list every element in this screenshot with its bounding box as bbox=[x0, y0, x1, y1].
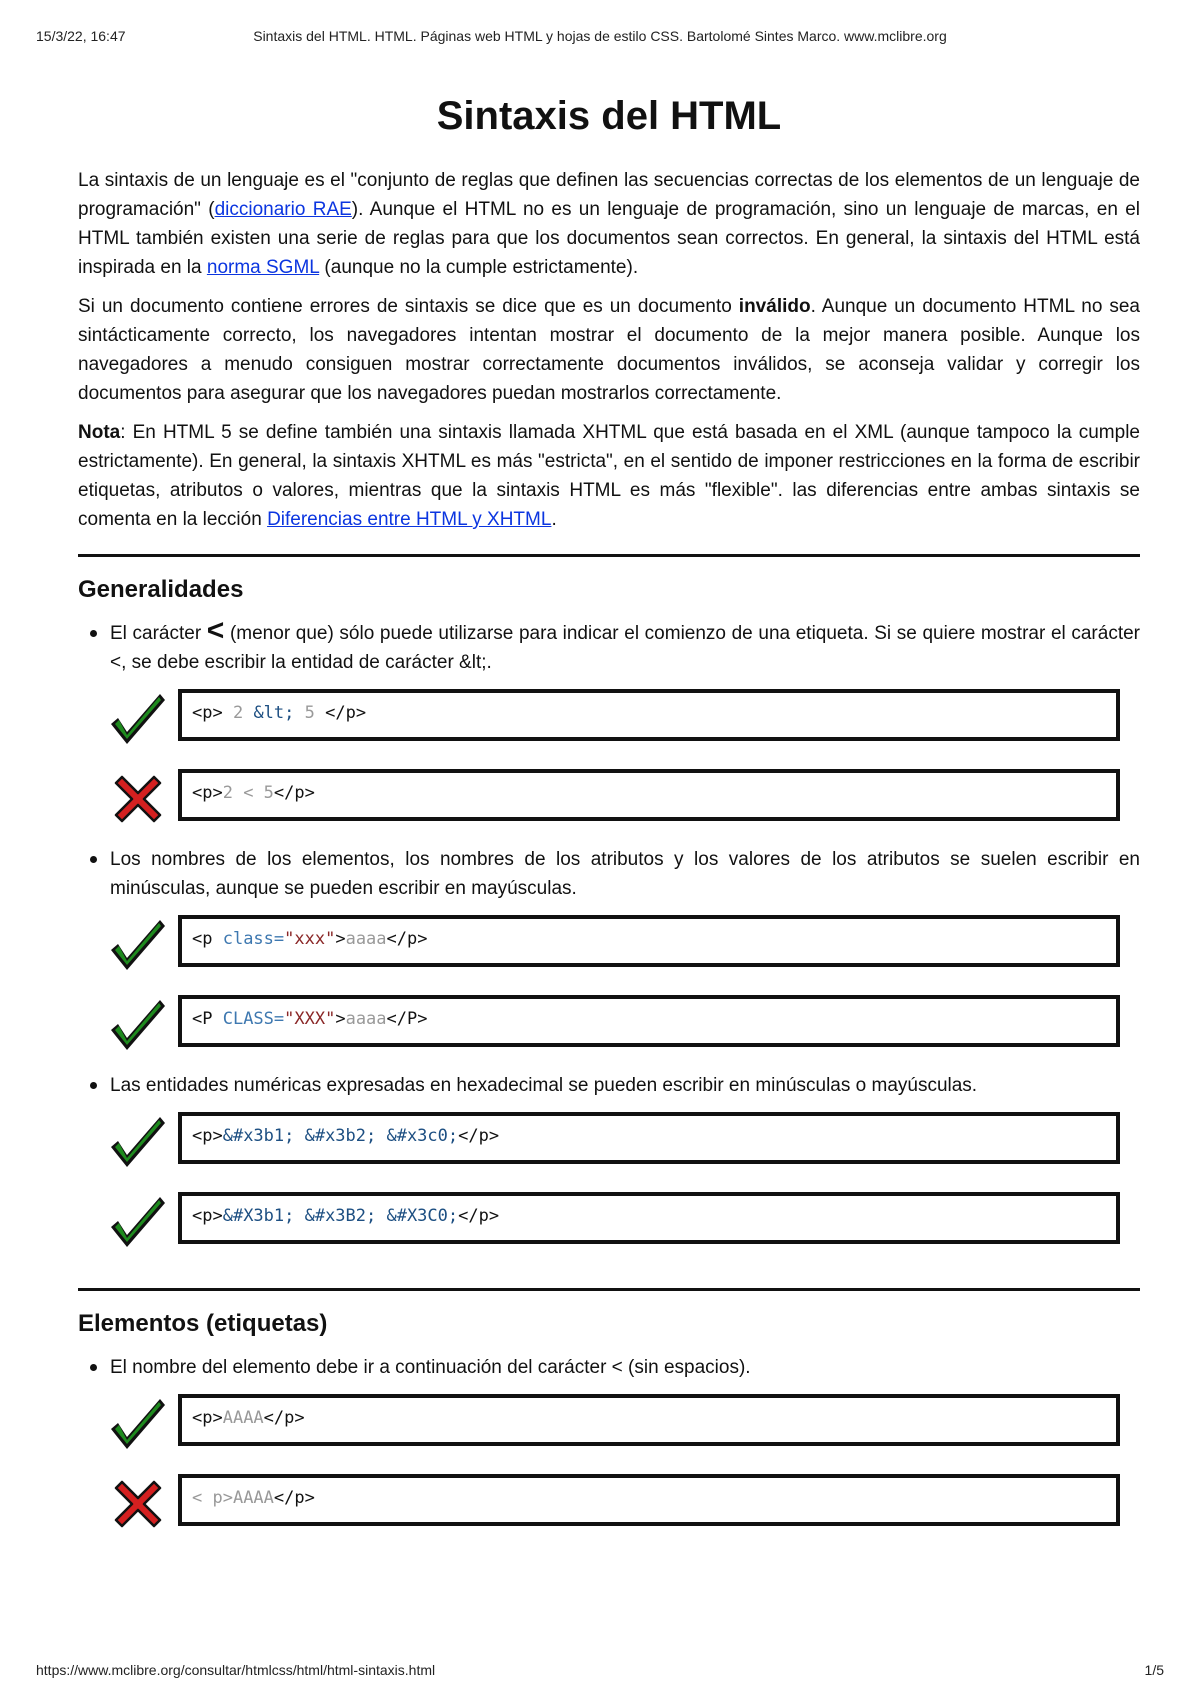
print-url: https://www.mclibre.org/consultar/htmlcss/html/html-sintaxis.html bbox=[36, 1662, 436, 1678]
example-invalid bbox=[78, 765, 1140, 845]
bullet-text: El nombre del elemento debe ir a continuación del carácter < (sin espacios). bbox=[110, 1357, 751, 1378]
code-text: aaaa bbox=[345, 1009, 387, 1029]
code-text: 2 < 5 bbox=[222, 783, 274, 803]
code-sample bbox=[192, 703, 366, 723]
example-invalid bbox=[78, 1470, 1140, 1550]
code-sample bbox=[192, 1009, 427, 1029]
note-paragraph bbox=[78, 418, 1140, 534]
code-tag: > bbox=[335, 1009, 346, 1029]
code-sample bbox=[192, 1408, 305, 1428]
intro-text: ). Aunque el HTML no es un lenguaje de programación, sino un lenguaje de marcas, en el HTML también existen una serie de reglas para que los documentos sean correctos. En general, la sintaxis del HTML está inspirada en la bbox=[78, 199, 1141, 278]
code-tag: <p bbox=[192, 929, 223, 949]
link-diferencias-html-xhtml[interactable]: Diferencias entre HTML y XHTML bbox=[267, 509, 552, 530]
code-tag: <p> bbox=[192, 703, 223, 723]
code-box bbox=[178, 769, 1120, 821]
print-date: 15/3/22, 16:47 bbox=[36, 28, 126, 44]
note-text: : En HTML 5 se define también una sintaxis llamada XHTML que está basada en el XML (aunque tampoco la cumple estrictamente). En general, la sintaxis XHTML es más "estricta", en el sentido de imponer restricciones en la forma de escribir etiquetas, atributos o valores, mientras que la sintaxis HTML es más "flexible". las diferencias entre ambas sintaxis se comenta en la lección bbox=[78, 422, 1140, 530]
example-valid bbox=[78, 911, 1140, 991]
intro-text: . Aunque un documento HTML no sea sintácticamente correcto, los navegadores intentan mostrar el documento de la mejor manera posible. Aunque los navegadores a menudo consiguen mostrar correctamente documentos inválidos, se aconseja validar y corregir los documentos para asegurar que los navegadores puedan mostrarlos correctamente. bbox=[78, 296, 1140, 404]
code-tag: </p> bbox=[273, 783, 315, 803]
code-tag: </p> bbox=[325, 703, 367, 723]
cross-icon bbox=[108, 1476, 168, 1536]
code-attribute: class= bbox=[222, 929, 285, 949]
list-item bbox=[78, 1353, 1140, 1382]
code-tag: <p> bbox=[192, 1408, 223, 1428]
example-valid bbox=[78, 1188, 1140, 1268]
code-box bbox=[178, 995, 1120, 1047]
code-box bbox=[178, 1112, 1120, 1164]
code-entity: &#x3b1; &#x3b2; &#x3c0; bbox=[222, 1126, 459, 1146]
bullet-text: El carácter bbox=[110, 623, 207, 644]
bullet-text: (menor que) sólo puede utilizarse para indicar el comienzo de una etiqueta. Si se quiere mostrar el carácter <, se debe escribir la entidad de carácter &lt;. bbox=[110, 623, 1140, 673]
intro-paragraph-2 bbox=[78, 292, 1140, 408]
cross-icon bbox=[108, 771, 168, 831]
bullet-text: Las entidades numéricas expresadas en hexadecimal se pueden escribir en minúsculas o mayúsculas. bbox=[110, 1075, 978, 1096]
code-box bbox=[178, 689, 1120, 741]
code-tag: </p> bbox=[458, 1126, 500, 1146]
code-tag: </p> bbox=[458, 1206, 500, 1226]
code-entity: &lt; bbox=[253, 703, 295, 723]
intro-text: La sintaxis de un lenguaje es el "conjunto de reglas que definen las secuencias correctas de los elementos de un lenguaje de programación" ( bbox=[78, 170, 1140, 220]
example-valid bbox=[78, 685, 1140, 765]
bullet-dot bbox=[90, 1364, 97, 1371]
list-item bbox=[78, 614, 1140, 677]
bullet-dot bbox=[90, 630, 97, 637]
section-title-generalidades: Generalidades bbox=[78, 576, 244, 603]
code-text: AAAA bbox=[232, 1488, 274, 1508]
less-than-symbol: < bbox=[206, 614, 225, 647]
code-box bbox=[178, 1192, 1120, 1244]
code-box bbox=[178, 1474, 1120, 1526]
code-tag: </p> bbox=[263, 1408, 305, 1428]
code-tag: <p> bbox=[192, 1206, 223, 1226]
print-header bbox=[36, 28, 1164, 48]
check-icon bbox=[108, 1194, 168, 1254]
check-icon bbox=[108, 917, 168, 977]
bullet-dot bbox=[90, 856, 97, 863]
print-footer bbox=[36, 1662, 1164, 1682]
page-number: 1/5 bbox=[1144, 1662, 1164, 1678]
code-sample bbox=[192, 1488, 315, 1508]
code-tag: <p> bbox=[192, 783, 223, 803]
list-item bbox=[78, 1071, 1140, 1100]
code-box bbox=[178, 915, 1120, 967]
code-tag: <P bbox=[192, 1009, 223, 1029]
code-tag: </p> bbox=[273, 1488, 315, 1508]
intro-text: (aunque no la cumple estrictamente). bbox=[319, 257, 639, 278]
example-valid bbox=[78, 1108, 1140, 1188]
note-label: Nota bbox=[78, 422, 121, 443]
check-icon bbox=[108, 997, 168, 1057]
example-valid bbox=[78, 991, 1140, 1071]
code-value: "xxx" bbox=[284, 929, 336, 949]
section-divider bbox=[78, 1288, 1140, 1291]
code-sample bbox=[192, 1126, 499, 1146]
link-norma-sgml[interactable]: norma SGML bbox=[206, 257, 320, 278]
example-valid bbox=[78, 1390, 1140, 1470]
code-text: 2 bbox=[222, 703, 254, 723]
code-attribute: CLASS= bbox=[222, 1009, 285, 1029]
page-title: Sintaxis del HTML bbox=[436, 94, 782, 138]
code-tag: <p> bbox=[192, 1126, 223, 1146]
code-tag: > bbox=[335, 929, 346, 949]
note-text: . bbox=[551, 509, 557, 530]
section-divider bbox=[78, 554, 1140, 557]
bullet-text: Los nombres de los elementos, los nombres de los atributos y los valores de los atributos se suelen escribir en minúsculas, aunque se pueden escribir en mayúsculas. bbox=[110, 849, 1140, 899]
code-tag: < p> bbox=[192, 1488, 233, 1508]
article bbox=[78, 88, 1140, 1550]
bold-term-invalido: inválido bbox=[738, 296, 811, 317]
section-title-elementos: Elementos (etiquetas) bbox=[78, 1310, 328, 1337]
code-text: 5 bbox=[294, 703, 326, 723]
link-diccionario-rae[interactable]: diccionario RAE bbox=[214, 199, 352, 220]
code-tag: </p> bbox=[386, 929, 428, 949]
code-box bbox=[178, 1394, 1120, 1446]
code-sample bbox=[192, 783, 315, 803]
intro-text: Si un documento contiene errores de sintaxis se dice que es un documento bbox=[78, 296, 739, 317]
code-entity: &#X3b1; &#x3B2; &#X3C0; bbox=[222, 1206, 459, 1226]
bullet-dot bbox=[90, 1082, 97, 1089]
code-text: aaaa bbox=[345, 929, 387, 949]
intro-paragraph-1 bbox=[78, 166, 1140, 282]
print-document-title: Sintaxis del HTML. HTML. Páginas web HTML y hojas de estilo CSS. Bartolomé Sintes Marco. www.mclibre.org bbox=[253, 28, 947, 44]
list-item bbox=[78, 845, 1140, 903]
check-icon bbox=[108, 1114, 168, 1174]
code-text: AAAA bbox=[222, 1408, 264, 1428]
check-icon bbox=[108, 691, 168, 751]
check-icon bbox=[108, 1396, 168, 1456]
code-value: "XXX" bbox=[284, 1009, 336, 1029]
code-sample bbox=[192, 929, 427, 949]
code-sample bbox=[192, 1206, 499, 1226]
code-tag: </P> bbox=[386, 1009, 428, 1029]
